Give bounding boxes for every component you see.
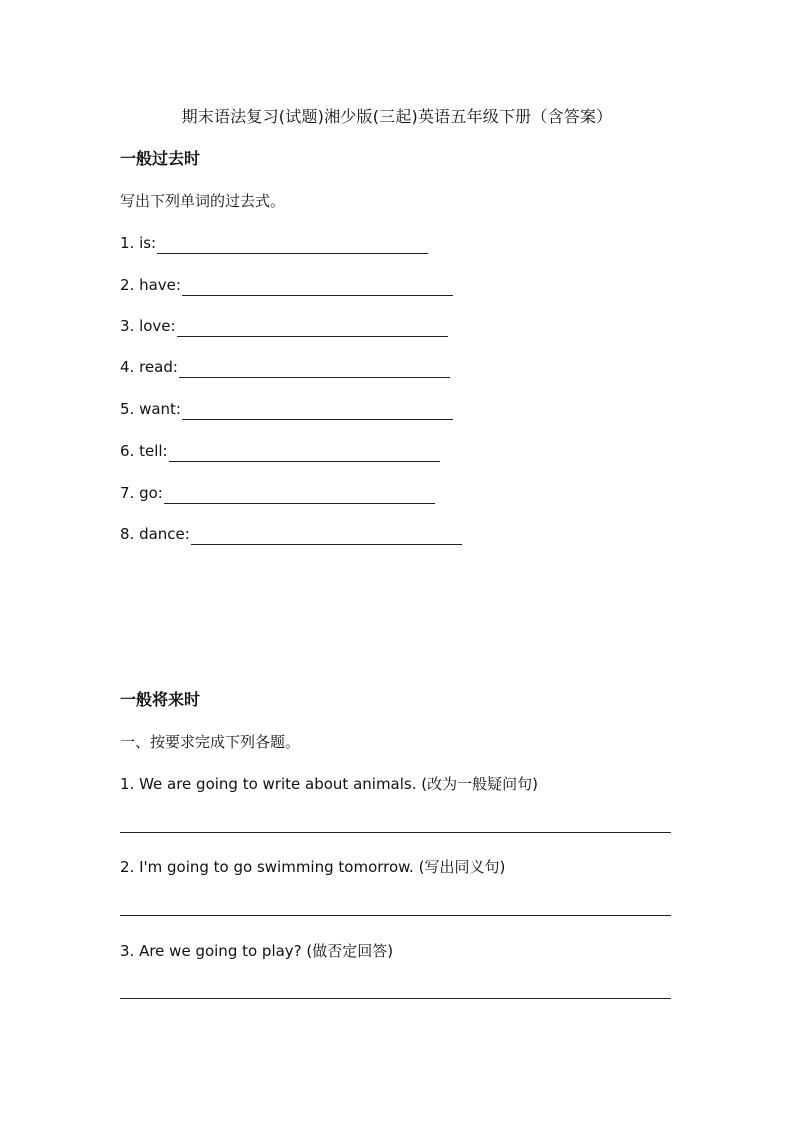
section-heading-future-tense: 一般将来时 (120, 690, 201, 709)
answer-blank[interactable] (169, 444, 440, 462)
question-text: 2. I'm going to go swimming tomorrow. (写出同义句) (120, 858, 506, 876)
exercise-item (120, 482, 435, 504)
exercise-item (120, 440, 440, 462)
exercise-item-label: 5. want: (120, 400, 181, 418)
exercise-item-label: 8. dance: (120, 525, 190, 543)
answer-blank[interactable] (157, 236, 428, 254)
question-text: 3. Are we going to play? (做否定回答) (120, 942, 394, 960)
exercise-item-label: 7. go: (120, 484, 163, 502)
section-instruction-future-tense: 一、按要求完成下列各题。 (120, 733, 301, 751)
answer-blank[interactable] (182, 278, 453, 296)
answer-line[interactable] (120, 915, 671, 916)
answer-blank[interactable] (179, 360, 450, 378)
exercise-item (120, 232, 428, 254)
answer-blank[interactable] (177, 319, 448, 337)
exercise-item-label: 2. have: (120, 276, 181, 294)
section-instruction-past-tense: 写出下列单词的过去式。 (120, 192, 286, 210)
answer-line[interactable] (120, 832, 671, 833)
document-title: 期末语法复习(试题)湘少版(三起)英语五年级下册（含答案） (181, 107, 613, 126)
answer-line[interactable] (120, 998, 671, 999)
exercise-item-label: 6. tell: (120, 442, 168, 460)
exercise-item (120, 315, 448, 337)
exercise-item (120, 356, 450, 378)
exercise-item-label: 1. is: (120, 234, 157, 252)
answer-blank[interactable] (182, 402, 453, 420)
exercise-item-label: 4. read: (120, 358, 178, 376)
exercise-item-label: 3. love: (120, 317, 176, 335)
exercise-item (120, 523, 462, 545)
exercise-item (120, 398, 453, 420)
question-text: 1. We are going to write about animals. (改为一般疑问句) (120, 775, 538, 793)
section-heading-past-tense: 一般过去时 (120, 149, 201, 168)
exercise-item (120, 274, 453, 296)
answer-blank[interactable] (164, 486, 435, 504)
answer-blank[interactable] (191, 527, 462, 545)
